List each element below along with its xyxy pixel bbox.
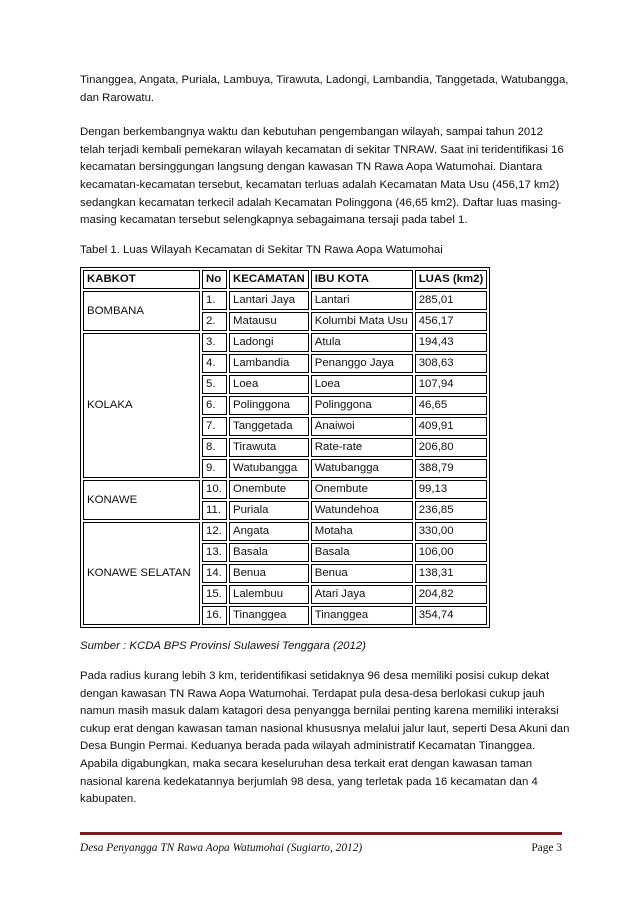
cell-kecamatan: Basala (229, 543, 309, 562)
cell-ibu-kota: Basala (311, 543, 413, 562)
cell-kecamatan: Ladongi (229, 333, 309, 352)
cell-no: 3. (202, 333, 227, 352)
cell-luas: 330,00 (415, 522, 488, 541)
header-kecamatan: KECAMATAN (229, 270, 309, 289)
table-body (83, 291, 487, 625)
cell-no: 1. (202, 291, 227, 310)
cell-kecamatan: Loea (229, 375, 309, 394)
table-source: Sumber : KCDA BPS Provinsi Sulawesi Tenggara (2012) (80, 640, 366, 653)
cell-ibu-kota: Atari Jaya (311, 585, 413, 604)
cell-luas: 354,74 (415, 606, 488, 625)
cell-luas: 46,65 (415, 396, 488, 415)
cell-kecamatan: Tanggetada (229, 417, 309, 436)
cell-ibu-kota: Polinggona (311, 396, 413, 415)
cell-no: 15. (202, 585, 227, 604)
table-row (83, 291, 487, 310)
footer-rule (80, 834, 562, 835)
cell-ibu-kota: Watundehoa (311, 501, 413, 520)
cell-luas: 236,85 (415, 501, 488, 520)
cell-ibu-kota: Benua (311, 564, 413, 583)
cell-luas: 138,31 (415, 564, 488, 583)
district-area-table (80, 267, 490, 628)
cell-luas: 107,94 (415, 375, 488, 394)
cell-kecamatan: Angata (229, 522, 309, 541)
cell-ibu-kota: Anaiwoi (311, 417, 413, 436)
intro-continuation: Tinanggea, Angata, Puriala, Lambuya, Tirawuta, Ladongi, Lambandia, Tanggetada, Watubangga, dan Rarowatu. (80, 74, 569, 104)
cell-luas: 456,17 (415, 312, 488, 331)
cell-no: 11. (202, 501, 227, 520)
cell-kabkot: KONAWE (83, 480, 200, 520)
cell-ibu-kota: Lantari (311, 291, 413, 310)
header-kabkot: KABKOT (83, 270, 200, 289)
table-header-row (83, 270, 487, 289)
cell-kecamatan: Lambandia (229, 354, 309, 373)
table-row (83, 480, 487, 499)
page-number: Page 3 (531, 842, 562, 854)
cell-ibu-kota: Tinanggea (311, 606, 413, 625)
cell-kecamatan: Puriala (229, 501, 309, 520)
cell-no: 5. (202, 375, 227, 394)
cell-ibu-kota: Rate-rate (311, 438, 413, 457)
cell-luas: 285,01 (415, 291, 488, 310)
cell-luas: 206,80 (415, 438, 488, 457)
cell-kecamatan: Watubangga (229, 459, 309, 478)
page-footer (80, 832, 562, 858)
cell-kecamatan: Tinanggea (229, 606, 309, 625)
cell-ibu-kota: Onembute (311, 480, 413, 499)
cell-luas: 409,91 (415, 417, 488, 436)
cell-luas: 308,63 (415, 354, 488, 373)
cell-kabkot: BOMBANA (83, 291, 200, 331)
cell-kecamatan: Matausu (229, 312, 309, 331)
cell-luas: 194,43 (415, 333, 488, 352)
header-ibu-kota: IBU KOTA (311, 270, 413, 289)
cell-ibu-kota: Watubangga (311, 459, 413, 478)
cell-no: 16. (202, 606, 227, 625)
cell-ibu-kota: Kolumbi Mata Usu (311, 312, 413, 331)
cell-kecamatan: Benua (229, 564, 309, 583)
paragraph-1: Dengan berkembangnya waktu dan kebutuhan pengembangan wilayah, sampai tahun 2012 telah terjadi kembali pemekaran wilayah kecamatan di sekitar TNRAW. Saat ini teridentifikasi 16 kecamatan bersinggungan langsung dengan kawasan TN Rawa Aopa Watumohai. Diantara kecamatan-kecamatan tersebut, kecamatan terluas adalah Kecamatan Mata Usu (456,17 km2) sedangkan kecamatan terkecil adalah Kecamatan Polinggona (46,65 km2). Daftar luas masing-masing kecamatan tersebut selengkapnya sebagaimana tersaji pada tabel 1. (80, 126, 564, 227)
table-caption: Tabel 1. Luas Wilayah Kecamatan di Sekitar TN Rawa Aopa Watumohai (80, 243, 443, 256)
cell-kecamatan: Polinggona (229, 396, 309, 415)
document-body (80, 72, 570, 809)
cell-ibu-kota: Penanggo Jaya (311, 354, 413, 373)
header-luas: LUAS (km2) (415, 270, 488, 289)
cell-ibu-kota: Atula (311, 333, 413, 352)
cell-kecamatan: Lantari Jaya (229, 291, 309, 310)
cell-kecamatan: Tirawuta (229, 438, 309, 457)
cell-luas: 99,13 (415, 480, 488, 499)
cell-kecamatan: Onembute (229, 480, 309, 499)
cell-no: 2. (202, 312, 227, 331)
cell-luas: 388,79 (415, 459, 488, 478)
cell-ibu-kota: Loea (311, 375, 413, 394)
footer-title: Desa Penyangga TN Rawa Aopa Watumohai (Sugiarto, 2012) (80, 842, 363, 854)
paragraph-2: Pada radius kurang lebih 3 km, teridentifikasi setidaknya 96 desa memiliki posisi cukup dekat dengan kawasan TN Rawa Aopa Watumohai. Terdapat pula desa-desa berlokasi cukup jauh namun masih masuk dalam katagori desa penyangga bernilai penting karena memiliki interaksi cukup erat dengan kawasan taman nasional khususnya melalui jalur laut, seperti Desa Akuni dan Desa Bungin Permai. Keduanya berada pada wilayah administratif Kecamatan Tinanggea. Apabila digabungkan, maka secara keseluruhan desa terkait erat dengan kawasan taman nasional karena kedekatannya berjumlah 98 desa, yang terletak pada 16 kecamatan dan 4 kabupaten. (80, 669, 570, 806)
cell-luas: 106,00 (415, 543, 488, 562)
cell-no: 8. (202, 438, 227, 457)
cell-kecamatan: Lalembuu (229, 585, 309, 604)
cell-no: 10. (202, 480, 227, 499)
cell-no: 7. (202, 417, 227, 436)
cell-no: 6. (202, 396, 227, 415)
cell-no: 13. (202, 543, 227, 562)
table-row (83, 333, 487, 352)
cell-no: 14. (202, 564, 227, 583)
cell-ibu-kota: Motaha (311, 522, 413, 541)
cell-luas: 204,82 (415, 585, 488, 604)
cell-kabkot: KOLAKA (83, 333, 200, 478)
cell-no: 4. (202, 354, 227, 373)
table-row (83, 522, 487, 541)
header-no: No (202, 270, 227, 289)
cell-no: 12. (202, 522, 227, 541)
cell-no: 9. (202, 459, 227, 478)
cell-kabkot: KONAWE SELATAN (83, 522, 200, 625)
